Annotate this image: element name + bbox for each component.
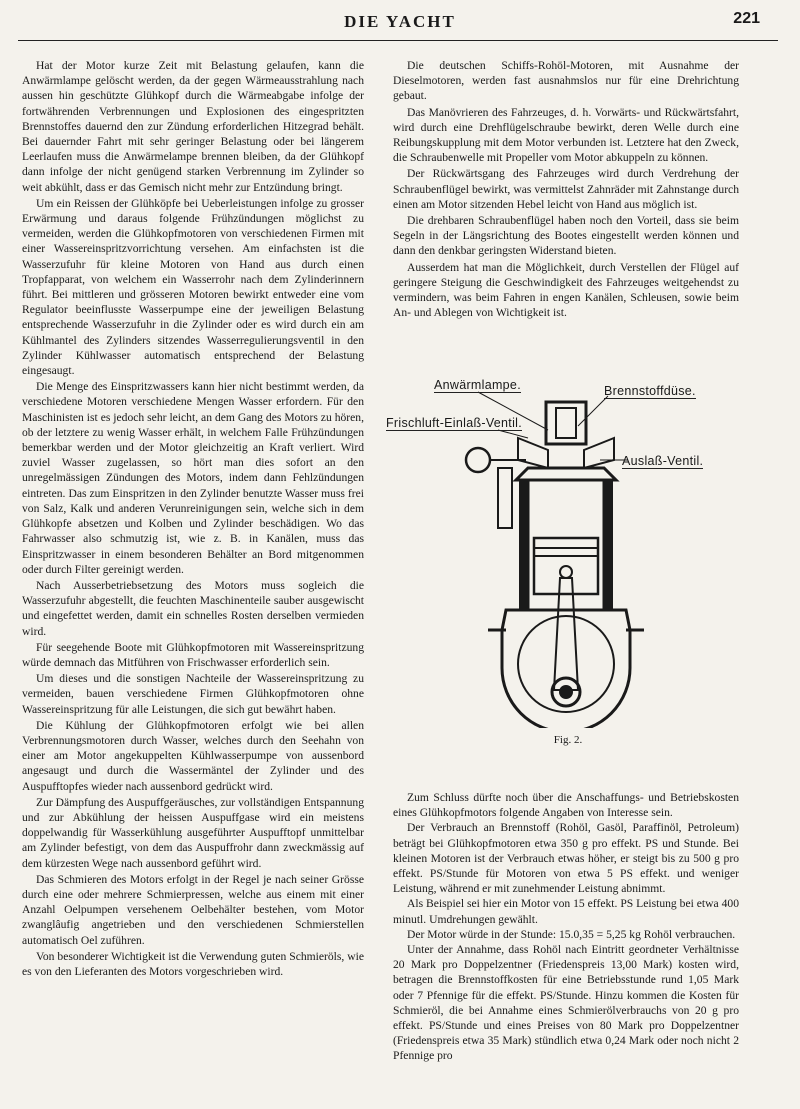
paragraph: Für seegehende Boote mit Glühkopfmotoren mit Wassereinspritzung würde demnach das Mitführen von Frischwasser erforderlich sein. <box>22 640 364 669</box>
paragraph: Hat der Motor kurze Zeit mit Belastung gelaufen, kann die Anwärmlampe gelöscht werden, da der gegen Wärmeausstrahlung nach aussen hin geschützte Glühkopf durch die Wärmeabgabe infolge der fortwährenden Verbrennungen und Explosionen des eingespritzten Brennstoffes dauernd den zur Zündung erforderlichen Hitzegrad behält. Bei dauernder Fahrt mit sehr geringer Belastung oder bei längerem Leerlaufen muss die Anwärmelampe brennen bleiben, da der Glühkopf dann infolge der nicht genügend starken Verbrennung im Zylinder so weit abkühlt, dass er das Gemisch nicht mehr zur Entzündung bringt. <box>22 59 364 194</box>
figure-caption: Fig. 2. <box>553 734 583 746</box>
paragraph: Nach Ausserbetriebsetzung des Motors muss sogleich die Wasserzufuhr abgestellt, die feuchten Maschinenteile sauber ausgewischt und eingefettet werden, damit ein schnelles Rosten derselben vermieden wird. <box>22 578 364 638</box>
paragraph: Als Beispiel sei hier ein Motor von 15 effekt. PS Leistung bei etwa 400 minutl. Umdrehungen gewählt. <box>393 897 739 926</box>
page-header <box>0 0 800 48</box>
journal-title: DIE YACHT <box>344 12 456 31</box>
paragraph: Zur Dämpfung des Auspuffgeräusches, zur vollständigen Entspannung und zur Abkühlung der heissen Auspuffgase wird ein meistens doppelwandig für Wasserkühlung ausgeführter Auspufftopf unmittelbar am Zylinder befestigt, von dem das Auspuffrohr dann zweckmässig auf dem kürzesten Wege nach aussenbord geführt wird. <box>22 795 364 870</box>
paragraph: Die drehbaren Schraubenflügel haben noch den Vorteil, dass sie beim Segeln in der Längsrichtung des Bootes eingestellt werden können und dann den denkbar geringsten Widerstand bieten. <box>393 214 739 258</box>
paragraph: Das Schmieren des Motors erfolgt in der Regel je nach seiner Grösse durch eine oder mehrere Schmierpressen, welche aus einem mit einer Anzahl Oelpumpen versehenem Oelbehälter bestehen, vom Motor zwanglâufig angetrieben und den verschiedenen Schmierstellen automatisch Oel zuführen. <box>22 872 364 947</box>
page-number: 221 <box>733 10 760 27</box>
paragraph: Die Kühlung der Glühkopfmotoren erfolgt wie bei allen Verbrennungsmotoren durch Wasser, welches durch den Seehahn von einer am Motor angekuppelten Kühlwasserpumpe von aussenbord angesaugt und durch die Wassermäntel der Zylinder und des Auspufftopfes wieder nach aussenbord gedrückt wird. <box>22 718 364 793</box>
paragraph: Der Verbrauch an Brennstoff (Rohöl, Gasöl, Paraffinöl, Petroleum) beträgt bei Glühkopfmotoren etwa 350 g pro effekt. PS und Stunde. Bei kleinen Motoren ist der Verbrauch etwas höher, er steigt bis zu 500 g pro effekt. PS/Stunde für Motoren von etwa 5 PS effekt. und weniger Leistung, während er mit zunehmender Leistung abnimmt. <box>393 821 739 896</box>
right-column-top <box>393 58 739 320</box>
right-column-bottom <box>393 790 739 1064</box>
paragraph: Um ein Reissen der Glühköpfe bei Ueberleistungen infolge zu grosser Erwärmung und daraus folgende Frühzündungen möglichst zu vermeiden, werden die Glühkopfmotoren von verschiedenen Firmen mit einer Wassereinspritzvorrichtung versehen. Am einfachsten ist die Wasserzufuhr für kleine Motoren von Hand aus durch einen Tropfapparat, von welchem ein Wasserrohr nach dem Zylinderinnern führt. Bei mittleren und grösseren Motoren bewirkt entweder eine vom Regulator beeinflusste Wasserpumpe eine der jeweiligen Belastung entsprechende Wasserzufuhr in die Zylinder oder es wird durch ein am Kühlmantel des Zylinders sitzendes Wasserregulierungsventil in den Zylinder Kühlwasser automatisch entsprechend der Belastung eingesaugt. <box>22 196 364 378</box>
paragraph: Die Menge des Einspritzwassers kann hier nicht bestimmt werden, da verschiedene Motoren verschiedene Mengen Wasser erfordern. Für den Maschinisten ist es jedoch sehr leicht, an dem Gang des Motors zu hören, ob der letztere zu wenig Wasser erhält, in welchem Falle Frühzündungen bemerkbar werden und der Motor gleichzeitig an Kraft verliert. Wird zuviel Wasser zugelassen, so hört man dies sofort an den unregelmässigen Zündungen des Motors, indem dann Fehlzündungen eintreten. Das zum Einspritzen in den Zylinder benutzte Wasser muss frei von Salz, Kalk und anderen Verunreinigungen sein, welche sich in dem Glühkopfe absetzen und Kolben und Zylinder beschädigen. Wo das Fahrwasser also schmutzig ist, wie z. B. in Kanälen, muss das Einspritzwasser in einem besonderen Behälter an Bord mitgenommen oder durch Filter gereinigt werden. <box>22 380 364 576</box>
paragraph: Das Manövrieren des Fahrzeuges, d. h. Vorwärts- und Rückwärtsfahrt, wird durch eine Drehflügelschraube bewirkt, deren Welle durch eine Reibungskupplung mit dem Motor verbunden ist. Letztere hat den Zweck, die Schraubenwelle mit Propeller vom Motor abkuppeln zu können. <box>393 105 739 165</box>
paragraph: Der Rückwärtsgang des Fahrzeuges wird durch Verdrehung der Schraubenflügel bewirkt, was vermittelst Zahnräder mit Zahnstange durch einen am Motor sitzenden Hebel leicht von Hand aus möglich ist. <box>393 167 739 211</box>
label-anwaermlampe: Anwärmlampe. <box>434 378 521 392</box>
label-brennstoffduese: Brennstoffdüse. <box>604 384 696 398</box>
paragraph: Die deutschen Schiffs-Rohöl-Motoren, mit Ausnahme der Dieselmotoren, werden fast ausnahmslos nur für eine Drehrichtung gebaut. <box>393 59 739 103</box>
paragraph: Um dieses und die sonstigen Nachteile der Wassereinspritzung zu vermeiden, bauen verschiedene Firmen Glühkopfmotoren ohne Wassereinspritzung für alle Leistungen, die sich gut bewährt haben. <box>22 672 364 716</box>
engine-figure <box>378 368 758 758</box>
left-column <box>22 58 364 979</box>
label-frischluft-einlass-ventil: Frischluft-Einlaß-Ventil. <box>386 416 523 430</box>
paragraph: Der Motor würde in der Stunde: 15.0,35 = 5,25 kg Rohöl verbrauchen. <box>407 927 736 941</box>
header-rule <box>18 40 778 41</box>
label-auslass-ventil: Auslaß-Ventil. <box>622 454 704 468</box>
paragraph: Ausserdem hat man die Möglichkeit, durch Verstellen der Flügel auf geringere Steigung die Geschwindigkeit des Fahrzeuges weitgehendst zu vermindern, was beim Fahren in engen Kanälen, Schleusen, sowie beim An- und Ablegen von Wichtigkeit ist. <box>393 260 739 320</box>
paragraph: Unter der Annahme, dass Rohöl nach Eintritt geordneter Verhältnisse 20 Mark pro Doppelzentner (Friedenspreis 13,00 Mark) kosten wird, betragen die Brennstoffkosten für eine Betriebsstunde rund 1,05 Mark oder 7 Pfennige für die effekt. PS/Stunde. Hinzu kommen die Kosten für Schmieröl, die bei Annahme eines Schmierölverbrauchs von 20 g pro effekt. PS/Stunde und eines Preises von 80 Mark pro Doppelzentner (Friedenspreis etwa 35 Mark) stündlich etwa 0,24 Mark oder noch nicht 2 Pfennige pro <box>393 943 739 1063</box>
paragraph: Von besonderer Wichtigkeit ist die Verwendung guten Schmieröls, wie es von den Lieferanten des Motors vorgeschrieben wird. <box>22 949 364 978</box>
paragraph: Zum Schluss dürfte noch über die Anschaffungs- und Betriebskosten eines Glühkopfmotors folgende Angaben von Interesse sein. <box>393 791 739 820</box>
